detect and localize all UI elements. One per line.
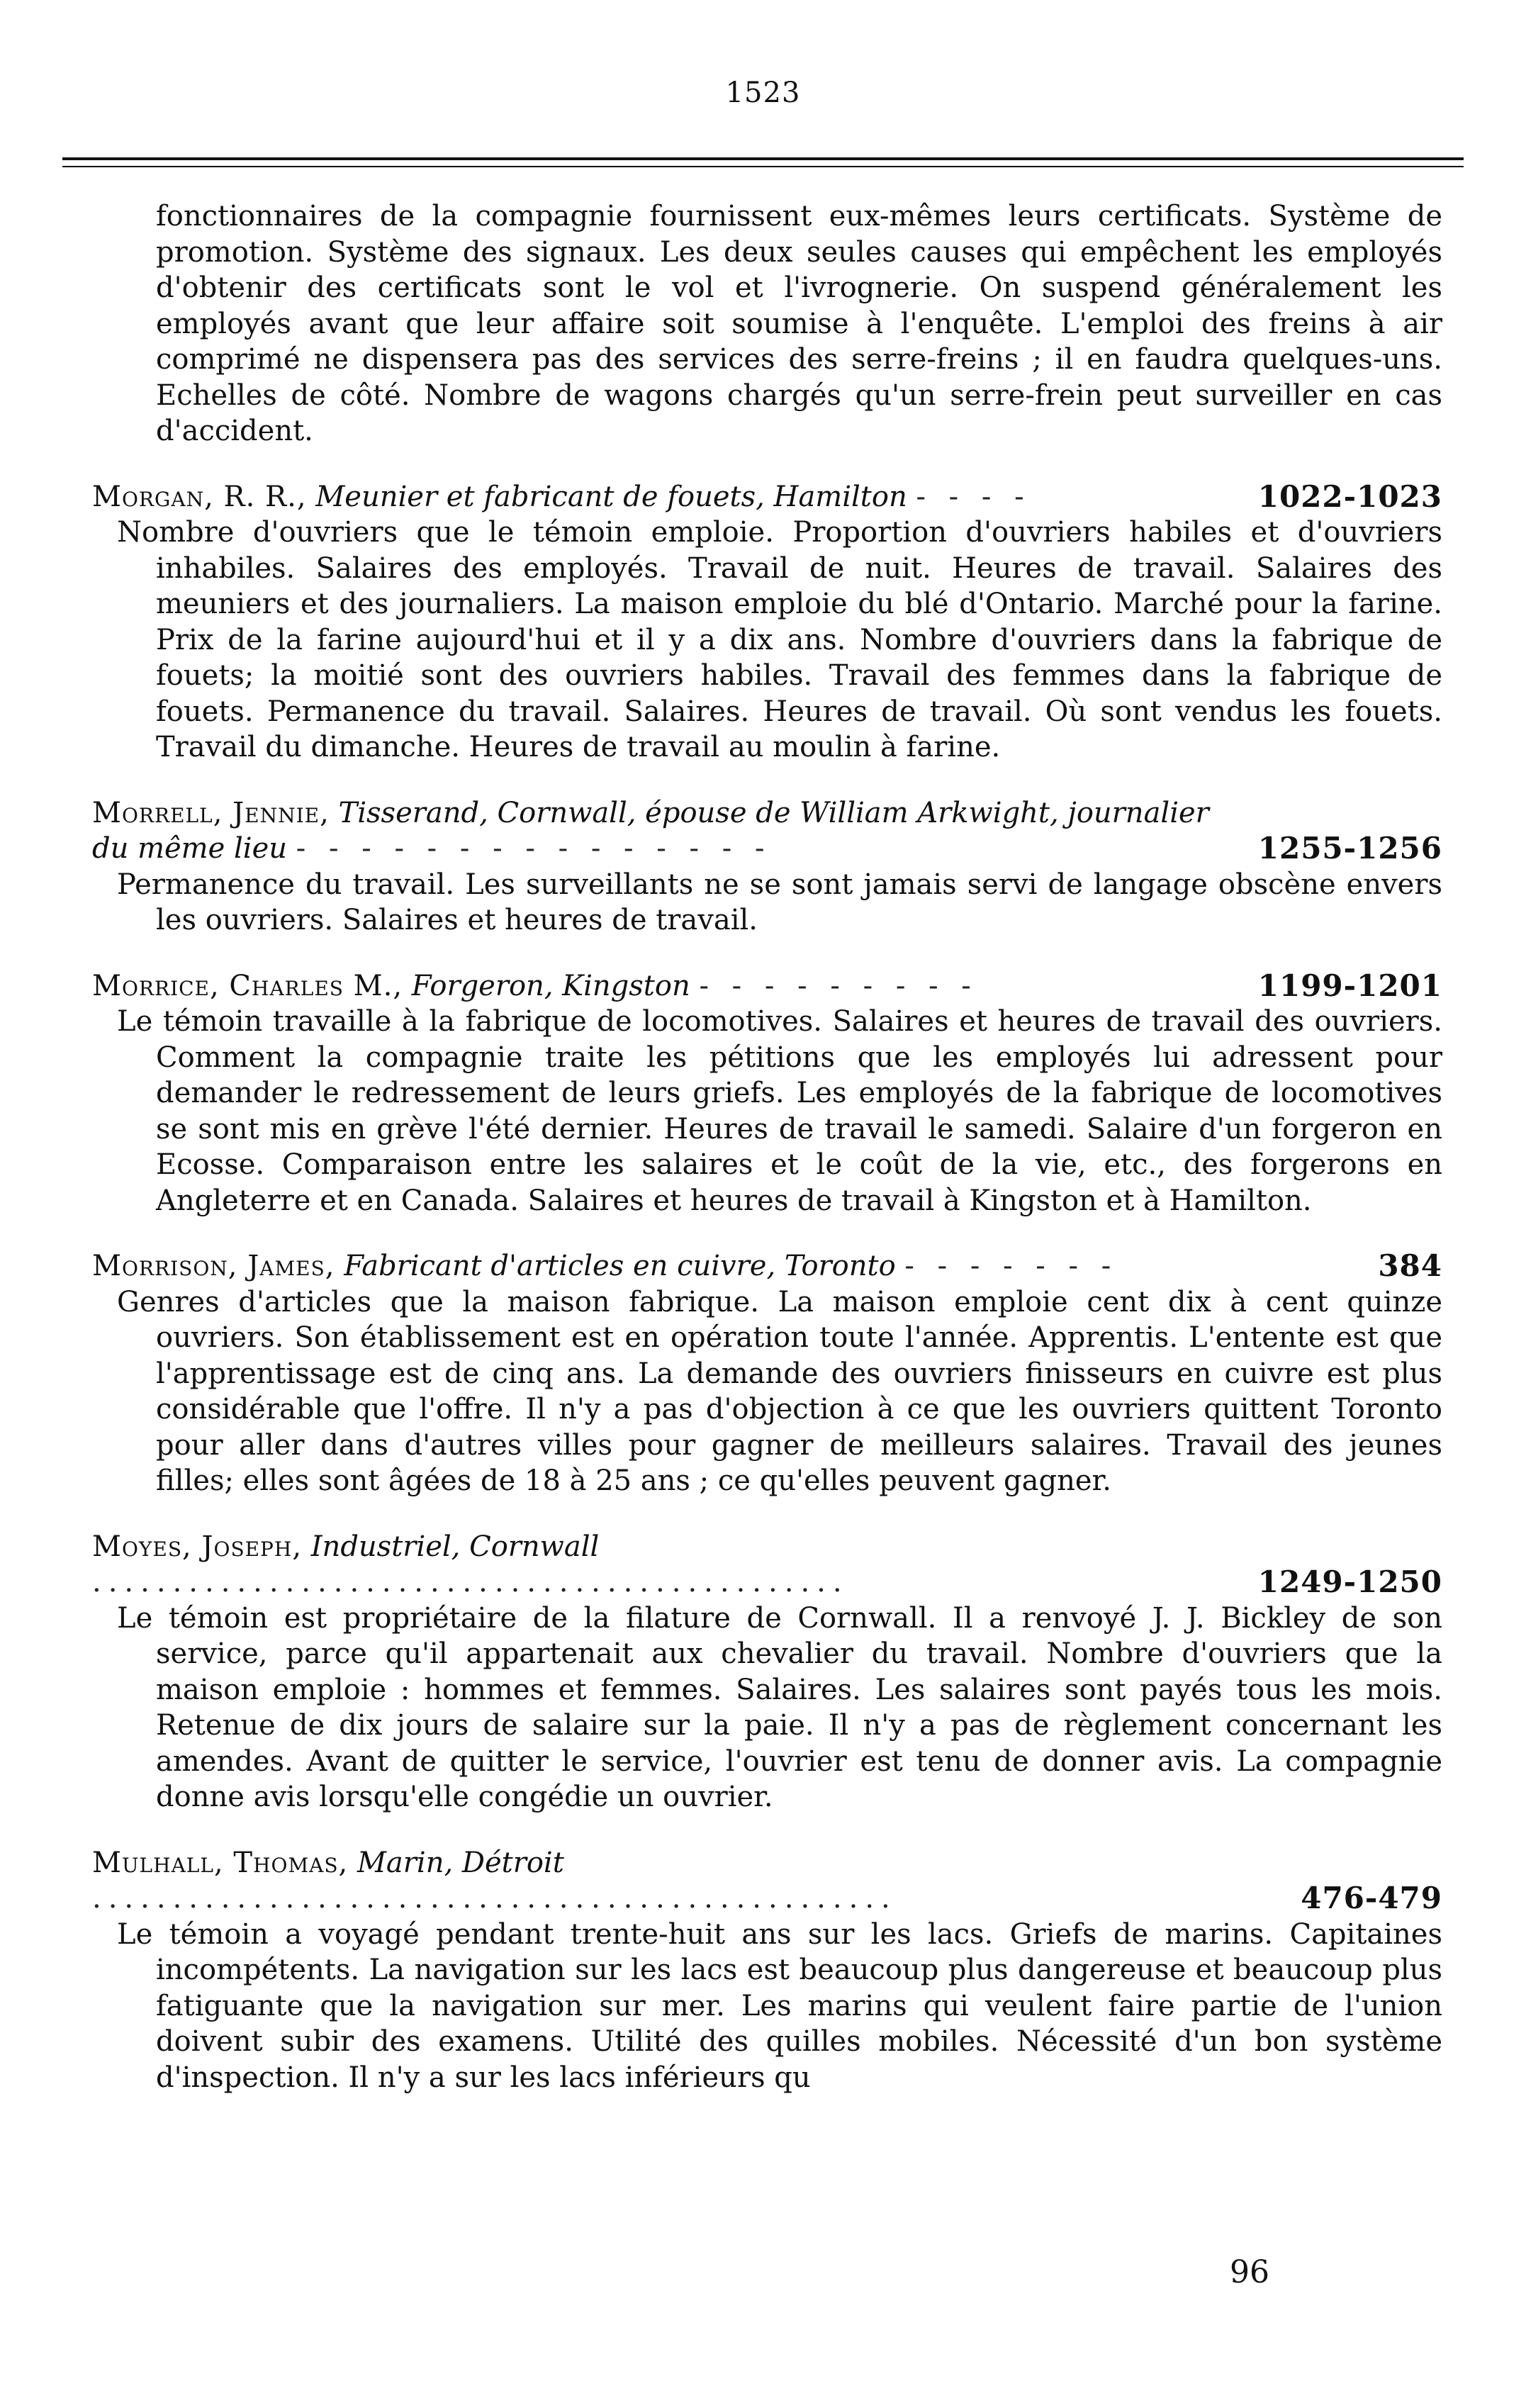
entry-summary: Le témoin est propriétaire de la filature de Cornwall. Il a renvoyé J. J. Bickley de son service, parce qu'il appartenait aux chevalier du travail. Nombre d'ouvriers que la maison emploie : hommes et femmes. Salaires. Les salaires sont payés tous les mois. Retenue de dix jours de salaire sur la paie. Il n'y a pas de règlement concernant les amendes. Avant de quitter le service, l'ouvrier est tenu de donner avis. La compagnie donne avis lorsqu'elle congédie un ouvrier. (117, 1601, 1442, 1813)
page-number: 1523 (725, 77, 801, 109)
witness-name: Morrison, James, (92, 1250, 335, 1282)
page-reference: 1249-1250 (1257, 1564, 1442, 1599)
index-content (92, 198, 1442, 2125)
signature-mark: 96 (1230, 2254, 1269, 2290)
witness-description: Marin, Détroit (357, 1846, 564, 1879)
page-reference: 1255-1256 (1257, 831, 1442, 866)
leader-dots: - - - - - - - (904, 1250, 1118, 1282)
witness-description: Meunier et fabricant de fouets, Hamilton (315, 480, 907, 513)
witness-name: Morrell, Jennie, (92, 796, 330, 829)
entry-heading (92, 1529, 1442, 1601)
witness-name: Morgan, R. R., (92, 480, 307, 513)
header-rule-thick (62, 157, 1464, 160)
intro-paragraph: fonctionnaires de la compagnie fournissent eux-mêmes leurs certificats. Système de promotion. Système des signaux. Les deux seules causes qui empêchent les employés d'obtenir des certificats sont le vol et l'ivrognerie. On suspend généralement les employés avant que leur affaire soit soumise à l'enquête. L'emploi des freins à air comprimé ne dispensera pas des services des serre-freins ; il en faudra quelques-uns. Echelles de côté. Nombre de wagons chargés qu'un serre-frein peut surveiller en cas d'accident. (156, 200, 1442, 447)
index-entry-mulhall (92, 1845, 1442, 2096)
leader-dots: - - - - (916, 480, 1031, 513)
leader-dots: .................................................. (92, 1882, 897, 1915)
witness-name: Mulhall, Thomas, (92, 1846, 349, 1879)
page-reference: 384 (1378, 1248, 1442, 1283)
header-rule-thin (62, 166, 1464, 167)
witness-description: Industriel, Cornwall (310, 1530, 600, 1563)
entry-summary: Permanence du travail. Les surveillants ne se sont jamais servi de langage obscène envers les ouvriers. Salaires et heures de travail. (117, 868, 1442, 936)
entry-heading (92, 795, 1442, 867)
page-reference: 476-479 (1301, 1881, 1442, 1915)
entry-heading (92, 1845, 1442, 1917)
entry-heading (92, 968, 1442, 1004)
index-entry-morgan (92, 479, 1442, 766)
entry-summary: Genres d'articles que la maison fabrique. La maison emploie cent dix à cent quinze ouvriers. Son établissement est en opération toute l'année. Apprentis. L'entente est que l'apprentissage est de cinq ans. La demande des ouvriers finisseurs en cuivre est plus considérable que l'offre. Il n'y a pas d'objection à ce que les ouvriers quittent Toronto pour aller dans d'autres villes pour gagner de meilleurs salaires. Travail des jeunes filles; elles sont âgées de 18 à 25 ans ; ce qu'elles peuvent gagner. (117, 1285, 1442, 1497)
leader-dots: ............................................... (92, 1566, 849, 1598)
page-reference: 1022-1023 (1257, 478, 1442, 514)
entry-heading (92, 1248, 1442, 1284)
index-entry-moyes (92, 1529, 1442, 1815)
leader-dots: - - - - - - - - - (699, 969, 978, 1002)
page-reference: 1199-1201 (1257, 968, 1442, 1003)
entry-summary: Le témoin a voyagé pendant trente-huit ans sur les lacs. Griefs de marins. Capitaines incompétents. La navigation sur les lacs est beaucoup plus dangereuse et beaucoup plus fatiguante que la navigation sur mer. Les marins qui veulent faire partie de l'union doivent subir des examens. Utilité des quilles mobiles. Nécessité d'un bon système d'inspection. Il n'y a sur les lacs inférieurs qu (117, 1917, 1442, 2094)
index-entry-morrell (92, 795, 1442, 939)
witness-description: Tisserand, Cornwall, épouse de William Arkwight, journalier du même lieu (92, 796, 1209, 865)
witness-description: Forgeron, Kingston (411, 969, 690, 1002)
witness-description: Fabricant d'articles en cuivre, Toronto (344, 1250, 896, 1282)
entry-summary: Nombre d'ouvriers que le témoin emploie. Proportion d'ouvriers habiles et d'ouvriers inhabiles. Salaires des employés. Travail de nuit. Heures de travail. Salaires des meuniers et des journaliers. La maison emploie du blé d'Ontario. Marché pour la farine. Prix de la farine aujourd'hui et il y a dix ans. Nombre d'ouvriers dans la fabrique de fouets; la moitié sont des ouvriers habiles. Travail des femmes dans la fabrique de fouets. Permanence du travail. Salaires. Heures de travail. Où sont vendus les fouets. Travail du dimanche. Heures de travail au moulin à farine. (117, 516, 1442, 763)
entry-summary: Le témoin travaille à la fabrique de locomotives. Salaires et heures de travail des ouvriers. Comment la compagnie traite les pétitions que les employés lui adressent pour demander le redressement de leurs griefs. Les employés de la fabrique de locomotives se sont mis en grève l'été dernier. Heures de travail le samedi. Salaire d'un forgeron en Ecosse. Comparaison entre les salaires et le coût de la vie, etc., des forgerons en Angleterre et en Canada. Salaires et heures de travail à Kingston et à Hamilton. (117, 1005, 1442, 1217)
witness-name: Moyes, Joseph, (92, 1530, 303, 1563)
index-entry-morrison (92, 1248, 1442, 1499)
index-entry-morrice (92, 968, 1442, 1219)
leader-dots: - - - - - - - - - - - - - - - (296, 832, 772, 865)
witness-name: Morrice, Charles M., (92, 969, 403, 1002)
entry-heading (92, 479, 1442, 515)
